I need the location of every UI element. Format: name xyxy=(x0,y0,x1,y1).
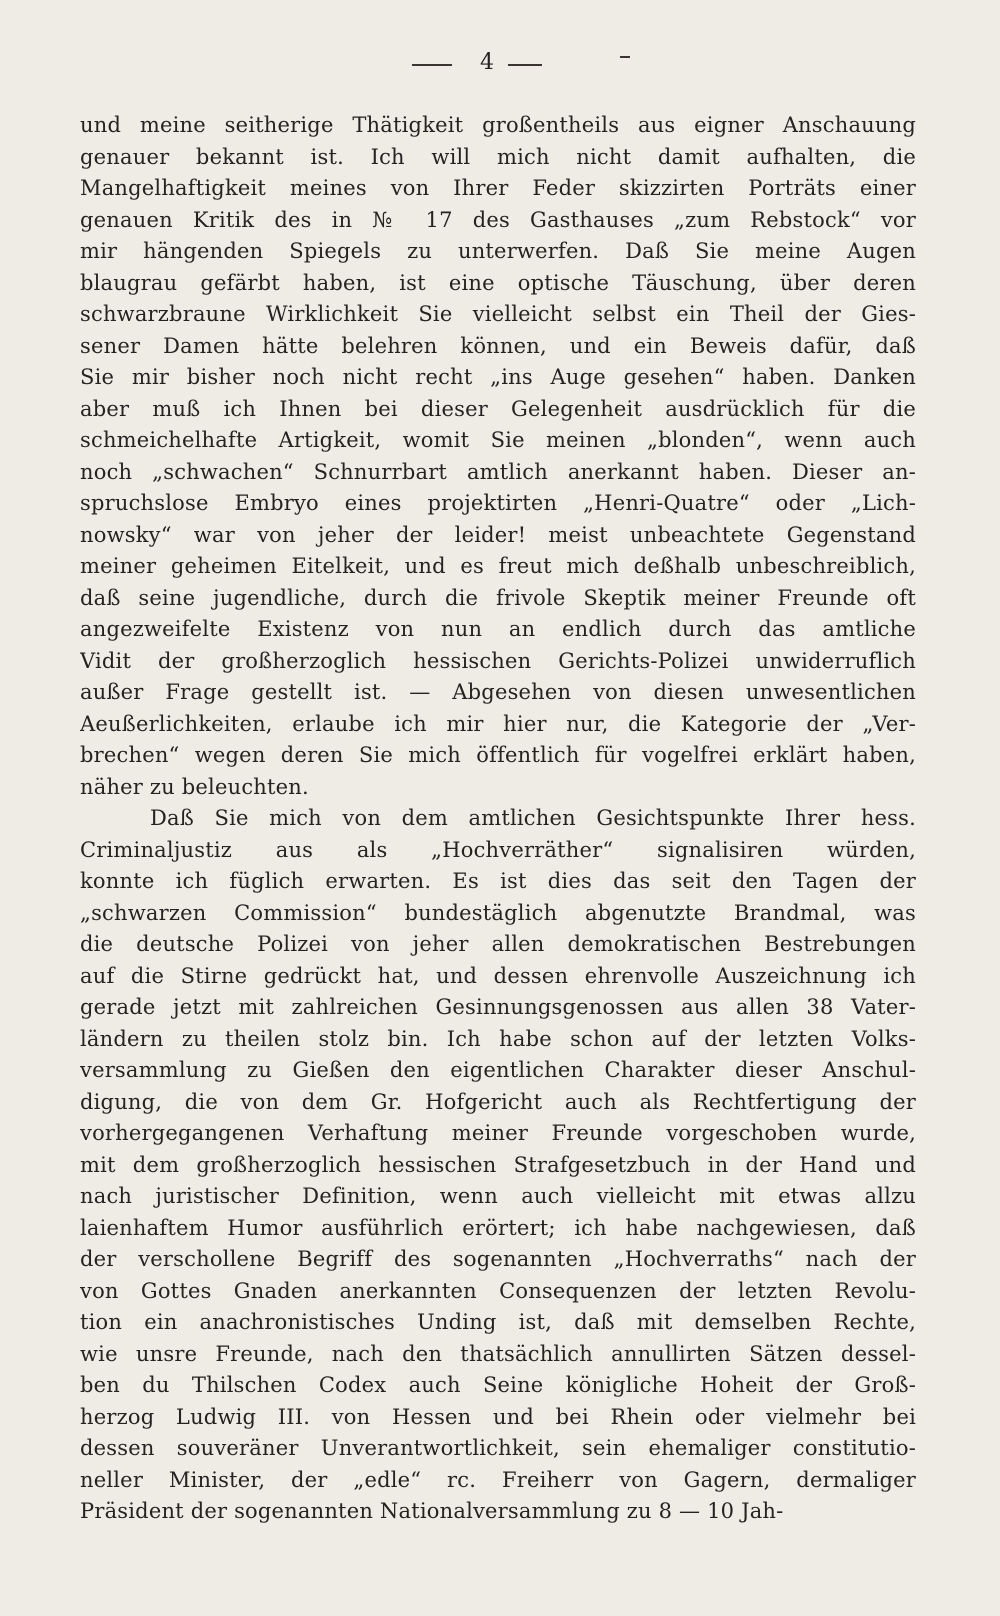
paragraph xyxy=(80,803,916,1528)
text-line: angezweifelte Existenz von nun an endlich durch das amtliche xyxy=(80,617,916,641)
page-header xyxy=(0,44,1000,84)
text-line: digung, die von dem Gr. Hofgericht auch als Rechtfertigung der xyxy=(80,1089,916,1114)
page-number: 4 xyxy=(480,50,494,75)
text-line: Daß Sie mich von dem amtlichen Gesichtspunkte Ihrer hess. xyxy=(150,806,916,830)
text-line: blaugrau gefärbt haben, ist eine optische Täuschung, über deren xyxy=(80,270,916,295)
text-line: Mangelhaftigkeit meines von Ihrer Feder skizzirten Porträts einer xyxy=(80,176,916,200)
text-line: versammlung zu Gießen den eigentlichen Charakter dieser Anschul- xyxy=(80,1058,916,1082)
text-line: gerade jetzt mit zahlreichen Gesinnungsgenossen aus allen 38 Vater- xyxy=(80,995,916,1019)
text-line: brechen“ wegen deren Sie mich öffentlich für vogelfrei erklärt haben, xyxy=(80,743,916,767)
text-line: daß seine jugendliche, durch die frivole Skeptik meiner Freunde oft xyxy=(80,585,916,610)
text-line: genauer bekannt ist. Ich will mich nicht damit aufhalten, die xyxy=(80,144,916,169)
body-text xyxy=(80,110,916,1528)
text-line: herzog Ludwig III. von Hessen und bei Rhein oder vielmehr bei xyxy=(80,1404,916,1429)
text-line: genauen Kritik des in № 17 des Gasthauses „zum Rebstock“ vor xyxy=(80,207,916,232)
text-line: vorhergegangenen Verhaftung meiner Freunde vorgeschoben wurde, xyxy=(80,1121,916,1145)
header-rule-mark xyxy=(620,56,630,58)
text-line: wie unsre Freunde, nach den thatsächlich annullirten Sätzen dessel- xyxy=(80,1341,916,1366)
text-line: nowsky“ war von jeher der leider! meist unbeachtete Gegenstand xyxy=(80,522,916,547)
text-line: ländern zu theilen stolz bin. Ich habe schon auf der letzten Volks- xyxy=(80,1026,916,1051)
text-line: dessen souveräner Unverantwortlichkeit, sein ehemaliger constitutio- xyxy=(80,1436,916,1460)
text-line: Vidit der großherzoglich hessischen Gerichts-Polizei unwiderruflich xyxy=(80,648,916,673)
text-line: sener Damen hätte belehren können, und ein Beweis dafür, daß xyxy=(80,333,916,358)
text-line: aber muß ich Ihnen bei dieser Gelegenheit ausdrücklich für die xyxy=(80,396,916,421)
text-line: schmeichelhafte Artigkeit, womit Sie meinen „blonden“, wenn auch xyxy=(80,428,916,452)
header-rule-right xyxy=(508,64,542,66)
text-line: von Gottes Gnaden anerkannten Consequenzen der letzten Revolu- xyxy=(80,1278,916,1303)
text-line: mit dem großherzoglich hessischen Strafgesetzbuch in der Hand und xyxy=(80,1152,916,1177)
text-line: näher zu beleuchten. xyxy=(80,774,309,799)
text-line: Sie mir bisher noch nicht recht „ins Auge gesehen“ haben. Danken xyxy=(80,365,916,389)
text-line: ben du Thilschen Codex auch Seine königliche Hoheit der Groß- xyxy=(80,1373,916,1397)
text-line: Präsident der sogenannten Nationalversammlung zu 8 — 10 Jah- xyxy=(80,1499,784,1523)
text-line: laienhaftem Humor ausführlich erörtert; ich habe nachgewiesen, daß xyxy=(80,1215,916,1240)
text-line: Aeußerlichkeiten, erlaube ich mir hier nur, die Kategorie der „Ver- xyxy=(80,711,916,736)
text-line: auf die Stirne gedrückt hat, und dessen ehrenvolle Auszeichnung ich xyxy=(80,963,916,988)
text-line: konnte ich füglich erwarten. Es ist dies das seit den Tagen der xyxy=(80,869,916,893)
text-line: „schwarzen Commission“ bundestäglich abgenutzte Brandmal, was xyxy=(80,900,916,925)
text-line: noch „schwachen“ Schnurrbart amtlich anerkannt haben. Dieser an- xyxy=(80,459,916,484)
text-line: der verschollene Begriff des sogenannten „Hochverraths“ nach der xyxy=(80,1247,916,1271)
text-line: Criminaljustiz aus als „Hochverräther“ signalisiren würden, xyxy=(80,837,916,862)
text-line: neller Minister, der „edle“ rc. Freiherr von Gagern, dermaliger xyxy=(80,1467,916,1492)
text-line: die deutsche Polizei von jeher allen demokratischen Bestrebungen xyxy=(80,932,916,956)
text-line: nach juristischer Definition, wenn auch vielleicht mit etwas allzu xyxy=(80,1184,916,1208)
text-line: schwarzbraune Wirklichkeit Sie vielleicht selbst ein Theil der Gies- xyxy=(80,302,916,326)
text-line: meiner geheimen Eitelkeit, und es freut mich deßhalb unbeschreiblich, xyxy=(80,554,916,578)
paragraph xyxy=(80,110,916,803)
text-line: und meine seitherige Thätigkeit großentheils aus eigner Anschauung xyxy=(80,113,916,137)
text-line: außer Frage gestellt ist. — Abgesehen von diesen unwesentlichen xyxy=(80,680,916,704)
text-line: tion ein anachronistisches Unding ist, daß mit demselben Rechte, xyxy=(80,1310,916,1334)
text-line: spruchslose Embryo eines projektirten „Henri-Quatre“ oder „Lich- xyxy=(80,491,916,515)
text-line: mir hängenden Spiegels zu unterwerfen. Daß Sie meine Augen xyxy=(80,239,916,263)
header-rule-left xyxy=(412,64,452,66)
